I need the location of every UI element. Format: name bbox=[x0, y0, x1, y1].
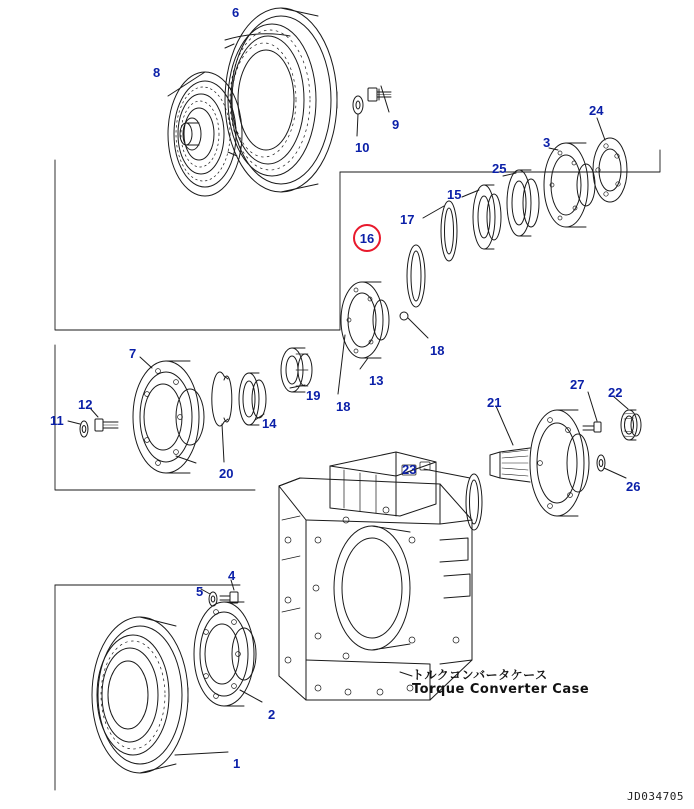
callout-24: 24 bbox=[589, 103, 604, 118]
callout-22: 22 bbox=[608, 385, 623, 400]
part-23-oring bbox=[424, 469, 482, 530]
callout-7: 7 bbox=[129, 346, 137, 361]
part-6-torque-converter bbox=[225, 5, 337, 192]
caption-english: Torque Converter Case bbox=[412, 682, 590, 697]
part-11-washer bbox=[68, 421, 88, 437]
part-19-roller-bearing bbox=[281, 348, 312, 392]
callout-3: 3 bbox=[543, 135, 551, 150]
callout-14: 14 bbox=[262, 416, 277, 431]
part-8-turbine bbox=[168, 72, 242, 196]
part-27-bolt bbox=[583, 392, 601, 432]
callout-11: 11 bbox=[50, 413, 64, 428]
part-7-gear-housing bbox=[133, 357, 204, 473]
part-18-pin-right bbox=[400, 312, 428, 338]
part-12-bolt bbox=[90, 408, 118, 431]
callout-25: 25 bbox=[492, 161, 507, 176]
callout-17: 17 bbox=[400, 212, 415, 227]
callout-1: 1 bbox=[233, 756, 241, 771]
caption-japanese: トルクコンバータケース bbox=[412, 668, 548, 682]
part-3-housing bbox=[544, 143, 595, 227]
drawing-number: JD034705 bbox=[627, 790, 684, 803]
callout-10: 10 bbox=[355, 140, 370, 155]
callout-23: 23 bbox=[402, 462, 417, 477]
caption-leader bbox=[400, 672, 412, 676]
callout-2: 2 bbox=[268, 707, 276, 722]
part-18-pin-left bbox=[338, 335, 345, 394]
callout-19: 19 bbox=[306, 388, 321, 403]
callout-5: 5 bbox=[196, 584, 204, 599]
part-26-washer bbox=[597, 455, 626, 478]
callout-8: 8 bbox=[153, 65, 161, 80]
part-17-oring bbox=[423, 201, 457, 261]
part-5-washer bbox=[201, 589, 217, 606]
part-21-output-hub bbox=[490, 406, 589, 516]
callout-21: 21 bbox=[487, 395, 502, 410]
callout-12: 12 bbox=[78, 397, 93, 412]
callout-9: 9 bbox=[392, 117, 400, 132]
part-22-collar bbox=[613, 396, 641, 440]
callout-27: 27 bbox=[570, 377, 585, 392]
part-4-bolt bbox=[220, 580, 238, 603]
callout-18-right: 18 bbox=[430, 343, 445, 358]
highlighted-callout-16[interactable]: 16 bbox=[353, 224, 381, 252]
part-9-bolt bbox=[368, 86, 391, 112]
part-13-bearing-carrier bbox=[341, 282, 389, 369]
callout-20: 20 bbox=[219, 466, 234, 481]
callout-18-left: 18 bbox=[336, 399, 351, 414]
callout-15: 15 bbox=[447, 187, 462, 202]
part-20-snap-ring bbox=[212, 372, 232, 462]
part-2-cover-plate bbox=[194, 602, 262, 706]
callout-26: 26 bbox=[626, 479, 641, 494]
part-16-oring-highlighted bbox=[407, 245, 425, 307]
part-25-race bbox=[503, 170, 539, 236]
callout-6: 6 bbox=[232, 5, 240, 20]
torque-converter-case-body bbox=[279, 452, 472, 700]
part-24-flange bbox=[593, 118, 627, 202]
part-1-flywheel bbox=[92, 617, 228, 773]
callout-4: 4 bbox=[228, 568, 236, 583]
callout-13: 13 bbox=[369, 373, 384, 388]
part-15-seal bbox=[462, 185, 501, 249]
part-10-washer bbox=[353, 96, 363, 136]
